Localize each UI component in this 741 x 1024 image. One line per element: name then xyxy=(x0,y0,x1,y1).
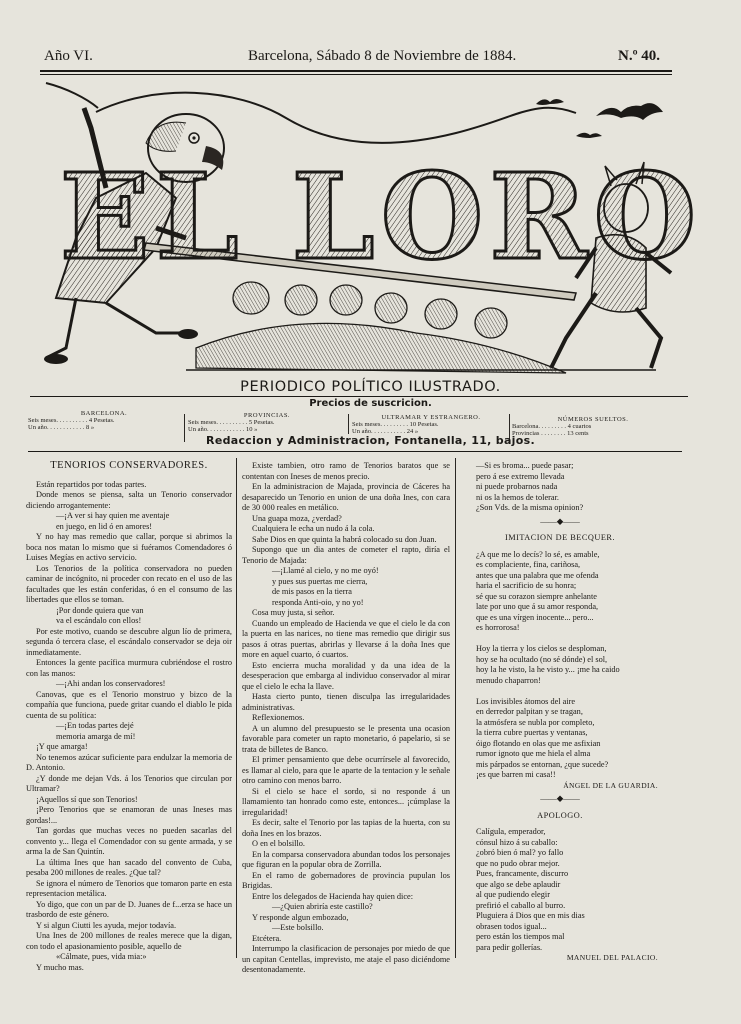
verse-line: que algo se debe aplaudir xyxy=(476,879,561,889)
verse-line: ¡es que barren mi casa!! xyxy=(476,770,556,779)
verse-line: es complaciente, fina, cariñosa, xyxy=(476,560,581,569)
paragraph: ¡Y que amarga! xyxy=(36,742,88,751)
date-label: Barcelona, Sábado 8 de Noviembre de 1884. xyxy=(248,48,517,64)
prices-rule xyxy=(28,451,682,452)
ornament-divider: ——◆—— xyxy=(540,794,580,803)
column-poems xyxy=(462,461,658,961)
verse-line: —¿Quien abriría este castillo? xyxy=(272,902,373,911)
paragraph: El primer pensamiento que debe ocurrírsele al favorecido, es llamar al cielo, para que le aparte de la tentacion y le señale otro camino con menos barro. xyxy=(242,755,450,785)
verse-line: al que pudiendo elegir xyxy=(476,890,550,899)
verse-line: Hoy la tierra y los cielos se desploman, xyxy=(476,644,607,653)
verse-line: sé que su corazon siempre anhelante xyxy=(476,591,597,601)
verse-line: —¡A ver si hay quien me aventaje xyxy=(56,511,170,520)
verse-line: la tierra cubre puertas y ventanas, xyxy=(476,728,588,737)
verse-line: —¡En todas partes dejé xyxy=(56,721,134,730)
poem-title: IMITACION DE BECQUER. xyxy=(504,533,616,542)
paragraph: Se ignora el número de Tenorios que tomaron parte en esta representacion metálica. xyxy=(26,878,232,898)
paragraph: Cualquiera le echa un nudo á la cola. xyxy=(252,524,375,533)
price-line: Un año. . . . . . . . . . . . 10 » xyxy=(188,426,258,433)
verse-line: —Si es broma... puede pasar; xyxy=(476,461,574,470)
issue-number: N.º 40. xyxy=(618,48,661,64)
crowd-figures-icon xyxy=(196,282,566,373)
paragraph: Reflexionemos. xyxy=(252,713,305,722)
office-address: Redaccion y Administracion, Fontanella, 11, bajos. xyxy=(206,434,535,447)
verse-line: ni puede probarnos nada xyxy=(476,482,558,491)
bat-icon xyxy=(596,103,663,120)
paragraph: ¿Y donde me dejan Vds. á los Tenorios que circulan por Ultramar? xyxy=(26,773,232,793)
verse-line: pero están los tiempos mal xyxy=(476,932,565,941)
paragraph: Entre los delegados de Hacienda hay quien dice: xyxy=(252,891,414,901)
header-rule-thin xyxy=(40,74,672,75)
masthead-illustration xyxy=(36,78,703,378)
subtitle: PERIODICO POLÍTICO ILUSTRADO. xyxy=(240,379,501,395)
year-label: Año VI. xyxy=(44,48,93,64)
paragraph: Tan gordas que muchas veces no pueden sacarlas del convento y... llega el Comendador con su gente armada, y se arma la de San Quintín. xyxy=(26,826,232,856)
paragraph: O en el bolsillo. xyxy=(252,839,306,848)
verse-line: en derredor palpitan y se tragan, xyxy=(476,707,583,716)
price-line: Barcelona. . . . . . . . . 4 cuartos xyxy=(512,423,592,430)
paragraph: Si el cielo se hace el sordo, si no responde á un llamamiento tan honrado como este, entonces... ¡cúmplase la irregularidad! xyxy=(242,786,450,817)
price-group-title: NÚMEROS SUELTOS. xyxy=(557,416,629,423)
paragraph: Hasta cierto punto, tienen disculpa las irregularidades administrativas. xyxy=(242,692,450,712)
price-group-title: ULTRAMAR Y ESTRANGERO. xyxy=(381,414,481,421)
verse-line: ¿Son Vds. de la misma opinion? xyxy=(476,503,584,512)
paragraph: En el ramo de gobernadores de provincia pupulan los Brigidas. xyxy=(242,870,450,890)
bat-small-icon xyxy=(536,99,564,105)
header-rule xyxy=(40,70,672,72)
verse-line: menudo chaparron! xyxy=(476,675,541,685)
paragraph: ¡Pero Tenorios que se enamoran de unas Ineses mas gordas!... xyxy=(26,805,232,825)
paragraph: Y responde algun embozado, xyxy=(252,912,349,922)
verse-line: memoria amarga de mí! xyxy=(56,731,136,741)
verse-line: que no pudo obrar mejor. xyxy=(476,858,560,868)
price-line: Seis meses. . . . . . . . . . 5 Pesetas. xyxy=(188,419,275,426)
article-title: TENORIOS CONSERVADORES. xyxy=(50,460,208,471)
verse-line: pero á ese extremo llevada xyxy=(476,471,565,481)
column-divider xyxy=(455,458,456,958)
price-line: Un año. . . . . . . . . . . 24 » xyxy=(352,428,419,435)
price-group-title: BARCELONA. xyxy=(80,410,128,417)
poem-author: ÁNGEL DE LA GUARDIA. xyxy=(563,780,658,790)
price-group-ultramar xyxy=(352,414,510,435)
column-tenorios-continued xyxy=(242,461,450,974)
price-line: Seis meses. . . . . . . . . 10 Pesetas. xyxy=(352,421,439,428)
paragraph: No tenemos azúcar suficiente para endulzar la memoria de D. Antonio. xyxy=(26,752,232,772)
masthead-title: EL LORO xyxy=(59,147,703,286)
paragraph: Sabe Dios en que quinta la habrá colocado su don Juan. xyxy=(252,534,437,544)
paragraph: Donde menos se piensa, salta un Tenorio conservador diciendo arrogantemente: xyxy=(26,490,232,510)
paragraph: Los Tenorios de la política conservadora no pueden caminar de incógnito, ni proceder con recato en el uso de las facultades que les están conferidas, ó en el consumo de las libertades que ellos se toman. xyxy=(26,563,232,604)
verse-line: óigo flotando en olas que me asfixian xyxy=(476,738,601,748)
verse-line: y pues sus puertas me cierra, xyxy=(272,576,368,586)
paragraph: Cosa muy justa, si señor. xyxy=(252,608,335,617)
price-group-title: PROVINCIAS. xyxy=(243,412,291,419)
verse-line: mis párpados se entornan, ¿que sucede? xyxy=(476,759,609,769)
verse-line: va el escándalo con ellos! xyxy=(56,616,142,625)
verse-line: ¡Por donde quiera que van xyxy=(56,605,144,615)
paragraph: En la administracion de Majada, provincia de Cáceres ha desaparecido un Tenorio en union de una doña Ines, con cara de 30 000 reales en metálico. xyxy=(242,482,450,512)
paragraph: Existe tambien, otro ramo de Tenorios baratos que se contentan con Ineses de menos precio. xyxy=(242,461,450,481)
paragraph: Una guapa moza, ¿verdad? xyxy=(252,513,342,523)
verse-line: es horrorosa! xyxy=(476,623,520,632)
paragraph: Por este motivo, cuando se descubre algun lío de primera, segunda ó tercera clase, el escándalo conservador se deja oir inmediatamente. xyxy=(26,626,232,657)
poem-author: MANUEL DEL PALACIO. xyxy=(566,953,658,962)
paragraph: Cuando un empleado de Hacienda ve que el cielo le da con la puerta en las narices, no tiene mas remedio que dirigir sus pasos á otras puertas, abrirlas y llevarse á la doña Ines que more en aquel cuarto, ó cuartos. xyxy=(242,618,450,659)
verse-line: de mis pasos en la tierra xyxy=(272,587,352,596)
verse-line: en juego, en lid ó en amores! xyxy=(56,521,153,531)
paragraph: Interrumpo la clasificacion de personajes por miedo de que un capitan Centellas, imprevisto, me ataje el paso diciéndome desentonadamente. xyxy=(242,944,450,974)
verse-line: —¡Llamé al cielo, y no me oyó! xyxy=(272,566,379,575)
paragraph: En la comparsa conservadora abundan todos los personajes que figuran en la popular obra de Zorrilla. xyxy=(242,849,450,869)
column-divider xyxy=(236,458,237,958)
verse-line: rumor ignoto que me hiela el alma xyxy=(476,749,591,758)
verse-line: ¿obró bien ó mal? yo fallo xyxy=(476,848,564,857)
prices-title: Precios de suscricion. xyxy=(309,398,432,409)
paragraph: Están repartidos por todas partes. xyxy=(36,479,147,489)
verse-line: haria el sacrificio de su honra; xyxy=(476,581,577,590)
paragraph: Supongo que un dia antes de cometer el rapto, diría el Tenorio de Majada: xyxy=(242,545,450,565)
verse-line: «Cálmate, pues, vida mia:» xyxy=(56,952,147,961)
verse-line: responda Anti-oio, y no yo! xyxy=(272,597,364,607)
verse-line xyxy=(462,686,658,697)
paragraph: Entonces la gente pacífica murmura cubriéndose el rostro con las manos: xyxy=(26,658,232,678)
verse-line: que es una vírgen inocente... pero... xyxy=(476,612,594,622)
price-group-barcelona xyxy=(28,410,180,431)
paragraph: Etcétera. xyxy=(252,933,282,943)
verse-line: obrasen todos igual... xyxy=(476,921,547,931)
price-group-provincias xyxy=(188,412,346,433)
verse-line: hoy la he visto, la he visto y... ¡me ha caido xyxy=(476,665,620,674)
paragraph: Y si algun Ciutti les ayuda, mejor todavía. xyxy=(36,920,177,930)
price-line: Seis meses. . . . . . . . . . 4 Pesetas. xyxy=(28,417,115,424)
verse-line: Los invisibles átomos del aire xyxy=(476,696,576,706)
price-line: Un año. . . . . . . . . . . . 8 » xyxy=(28,424,95,431)
verse-line: Pluguiera á Dios que en mis dias xyxy=(476,911,585,920)
poem-title: APOLOGO. xyxy=(537,810,583,820)
verse-line: prefirió el caballo al burro. xyxy=(476,900,566,910)
verse-line: ¿A que me lo decís? lo sé, es amable, xyxy=(476,549,600,559)
verse-line: late por uno que á su amor responda, xyxy=(476,602,599,611)
verse-line: —Este bolsillo. xyxy=(272,923,324,932)
verse-line: para pedir gollerías. xyxy=(476,942,543,952)
verse-line: antes que una palabra que me ofenda xyxy=(476,570,599,580)
column-tenorios xyxy=(26,460,232,972)
verse-line xyxy=(462,634,658,645)
subtitle-rule xyxy=(30,396,688,397)
verse-line: cónsul hizo á su caballo: xyxy=(476,837,558,847)
verse-line: Pues, francamente, discurro xyxy=(476,869,569,878)
verse-line: Calígula, emperador, xyxy=(476,827,546,836)
price-line: Provincias . . . . . . . . 13 cents xyxy=(512,430,589,437)
paragraph: Esto encierra mucha moralidad y da una idea de la desesperacion que embarga al individuo conservador al mirar que el cielo le echa la llave. xyxy=(242,660,450,691)
verse-line: —¡Ahi andan los conservadores! xyxy=(56,679,166,688)
paragraph: Una Ines de 200 millones de reales merece que la digan, con todo el apasionamiento posible, aquello de xyxy=(26,931,232,951)
verse-line: hoy se ha ocultado (no sé dónde) el sol, xyxy=(476,654,608,664)
verse-line: ni os la hemos de tolerar. xyxy=(476,492,559,502)
paragraph: Canovas, que es el Tenorio monstruo y bizco de la compañía que funciona, puede gritar cuando el diablo le pida cuenta de su política: xyxy=(26,689,232,720)
verse-line: la atmósfera se nubla por completo, xyxy=(476,717,595,727)
ornament-divider: ——◆—— xyxy=(540,516,580,526)
paragraph: A un alumno del presupuesto se le presenta una ocasion favorable para cometer un rapto monetario, ó papelario, si se trata de billetes de Banco. xyxy=(242,723,450,754)
paragraph: ¡Aquellos sí que son Tenorios! xyxy=(36,794,138,804)
paragraph: Y mucho mas. xyxy=(36,962,84,972)
paragraph: La última Ines que han sacado del convento de Cuba, pesaba 200 millones de reales. ¿Que tal? xyxy=(26,857,232,877)
paragraph: Es decir, salte el Tenorio por las tapias de la huerta, con su doña Ines en los brazos. xyxy=(242,818,450,838)
paragraph: Yo digo, que con un par de D. Juanes de f...erza se hace un trasbordo de este género. xyxy=(26,899,232,919)
paragraph: Y no hay mas remedio que callar, porque si abrimos la boca nos matan lo mismo que si fuéramos Comendadores ó Luises Megías en activo servicio. xyxy=(26,532,232,562)
